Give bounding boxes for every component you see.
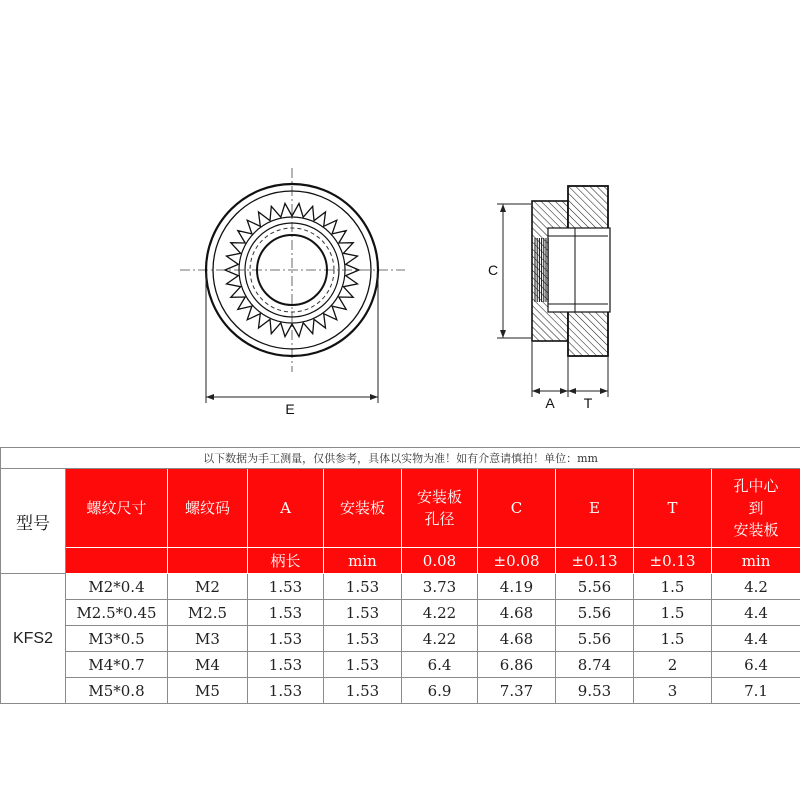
table-row [1, 678, 800, 704]
header-hole: 安装板 孔径 [402, 469, 478, 548]
cell-t: 3 [634, 678, 712, 704]
subheader-thread-code [168, 548, 248, 574]
cell-center: 4.4 [712, 626, 800, 652]
cell-center: 4.2 [712, 574, 800, 600]
subheader-c: ±0.08 [478, 548, 556, 574]
type-header: 型号 [1, 469, 66, 574]
dimension-label-e: E [285, 401, 295, 417]
cell-hole: 3.73 [402, 574, 478, 600]
cell-plate: 1.53 [324, 600, 402, 626]
table-row [1, 652, 800, 678]
table-row [1, 574, 800, 600]
header-t: T [634, 469, 712, 548]
cell-c: 4.68 [478, 600, 556, 626]
front-view [180, 168, 405, 417]
c-arrow-bottom [500, 330, 506, 338]
table-row [1, 626, 800, 652]
cell-c: 6.86 [478, 652, 556, 678]
header-a: A [248, 469, 324, 548]
cell-center: 4.4 [712, 600, 800, 626]
spec-table [0, 447, 800, 704]
cell-a: 1.53 [248, 652, 324, 678]
cell-a: 1.53 [248, 626, 324, 652]
cell-e: 5.56 [556, 600, 634, 626]
cell-thread-size: M2.5*0.45 [66, 600, 168, 626]
cell-thread-code: M2 [168, 574, 248, 600]
e-arrow-right [370, 394, 378, 400]
cell-a: 1.53 [248, 600, 324, 626]
subheader-t: ±0.13 [634, 548, 712, 574]
dimension-label-t: T [583, 395, 593, 411]
side-view [488, 186, 610, 411]
knurl-ridges [535, 238, 548, 302]
bore-section [548, 228, 610, 312]
dimension-label-a: A [545, 395, 555, 411]
header-thread-size: 螺纹尺寸 [66, 469, 168, 548]
cell-t: 2 [634, 652, 712, 678]
cell-center: 6.4 [712, 652, 800, 678]
cell-thread-code: M4 [168, 652, 248, 678]
subheader-center: min [712, 548, 800, 574]
cell-e: 8.74 [556, 652, 634, 678]
cell-c: 4.19 [478, 574, 556, 600]
cell-t: 1.5 [634, 626, 712, 652]
cell-t: 1.5 [634, 600, 712, 626]
cell-thread-size: M2*0.4 [66, 574, 168, 600]
cell-t: 1.5 [634, 574, 712, 600]
subheader-e: ±0.13 [556, 548, 634, 574]
cell-center: 7.1 [712, 678, 800, 704]
header-row [1, 469, 800, 548]
cell-plate: 1.53 [324, 626, 402, 652]
header-thread-code: 螺纹码 [168, 469, 248, 548]
cell-c: 4.68 [478, 626, 556, 652]
c-arrow-top [500, 204, 506, 212]
t-arrow-left [568, 388, 576, 394]
subheader-row [1, 548, 800, 574]
cell-hole: 6.9 [402, 678, 478, 704]
cell-hole: 4.22 [402, 600, 478, 626]
cell-thread-size: M5*0.8 [66, 678, 168, 704]
cell-thread-code: M2.5 [168, 600, 248, 626]
cell-thread-size: M4*0.7 [66, 652, 168, 678]
cell-plate: 1.53 [324, 652, 402, 678]
cell-e: 5.56 [556, 626, 634, 652]
e-arrow-left [206, 394, 214, 400]
dimension-label-c: C [487, 262, 499, 278]
table-row [1, 600, 800, 626]
cell-thread-code: M3 [168, 626, 248, 652]
header-center: 孔中心 到 安装板 [712, 469, 800, 548]
cell-plate: 1.53 [324, 574, 402, 600]
cell-a: 1.53 [248, 678, 324, 704]
cell-hole: 6.4 [402, 652, 478, 678]
model-cell: KFS2 [1, 574, 66, 704]
cell-e: 5.56 [556, 574, 634, 600]
header-c: C [478, 469, 556, 548]
table-body [1, 574, 800, 704]
cell-thread-size: M3*0.5 [66, 626, 168, 652]
cell-e: 9.53 [556, 678, 634, 704]
subheader-thread-size [66, 548, 168, 574]
header-e: E [556, 469, 634, 548]
header-plate: 安装板 [324, 469, 402, 548]
cell-a: 1.53 [248, 574, 324, 600]
subheader-hole: 0.08 [402, 548, 478, 574]
cell-plate: 1.53 [324, 678, 402, 704]
cell-c: 7.37 [478, 678, 556, 704]
cell-thread-code: M5 [168, 678, 248, 704]
subheader-plate: min [324, 548, 402, 574]
t-arrow-right [600, 388, 608, 394]
a-arrow-right [560, 388, 568, 394]
subheader-a: 柄长 [248, 548, 324, 574]
a-arrow-left [532, 388, 540, 394]
cell-hole: 4.22 [402, 626, 478, 652]
measurement-note: 以下数据为手工测量，仅供参考，具体以实物为准！如有介意请慎拍！单位：mm [1, 448, 800, 469]
